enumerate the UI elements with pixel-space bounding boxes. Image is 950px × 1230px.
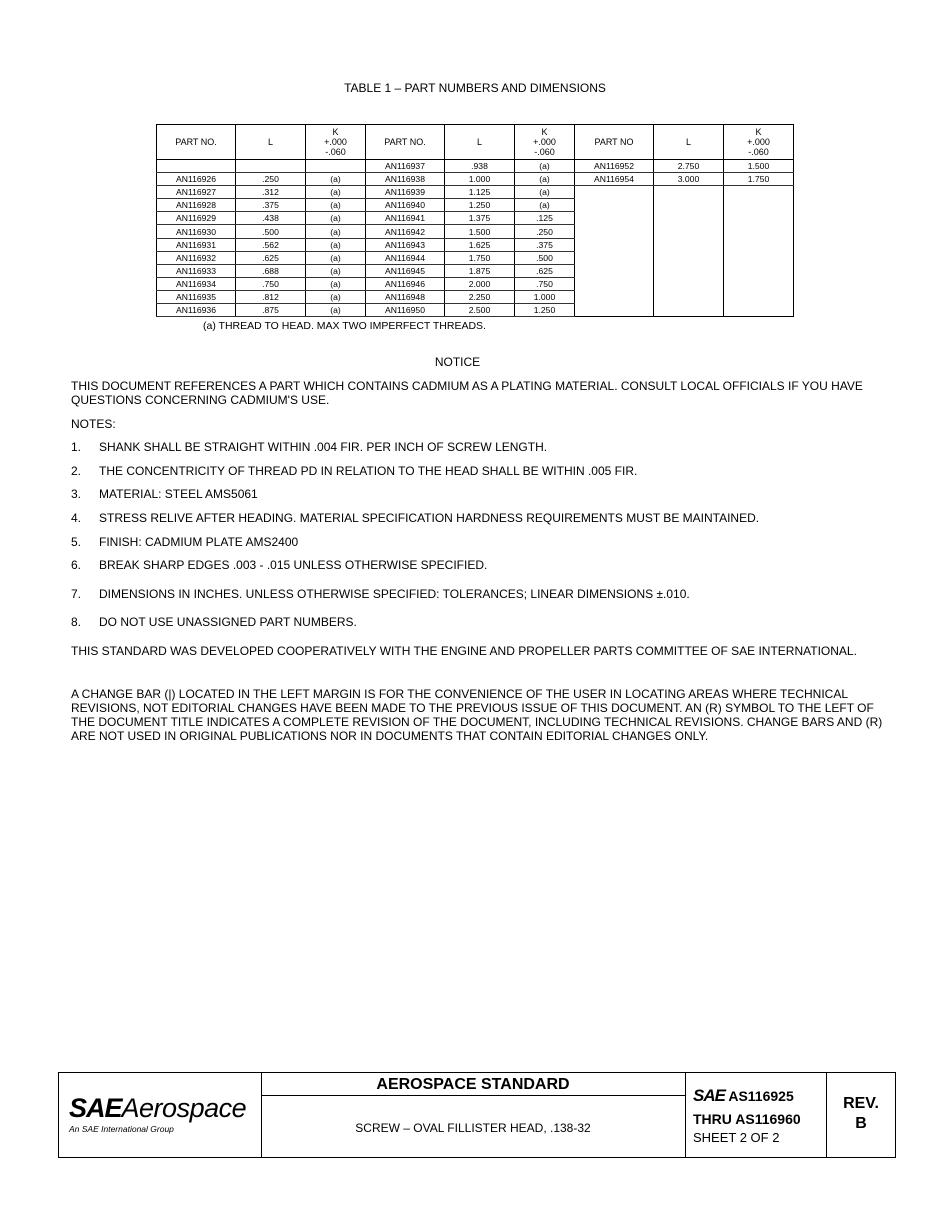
table-row bbox=[157, 199, 794, 212]
table-cell bbox=[654, 277, 724, 290]
table-cell bbox=[575, 186, 654, 199]
note-number: 8. bbox=[71, 615, 82, 629]
table-cell: 1.625 bbox=[445, 238, 515, 251]
note-text: STRESS RELIVE AFTER HEADING. MATERIAL SPECIFICATION HARDNESS REQUIREMENTS MUST BE MAINTAINED. bbox=[99, 511, 760, 525]
banner: AEROSPACE STANDARD bbox=[261, 1073, 685, 1096]
table-cell bbox=[654, 238, 724, 251]
sae-aerospace-logo bbox=[59, 1073, 262, 1157]
table-cell: 1.750 bbox=[445, 251, 515, 264]
note-number: 4. bbox=[71, 511, 82, 525]
table-cell: 1.500 bbox=[724, 160, 794, 173]
table-cell: AN116950 bbox=[366, 304, 445, 317]
document-title: SCREW – OVAL FILLISTER HEAD, .138-32 bbox=[355, 1121, 591, 1135]
table-cell: .938 bbox=[445, 160, 515, 173]
table-cell: (a) bbox=[306, 199, 366, 212]
rev-value: B bbox=[855, 1115, 867, 1132]
table-cell: (a) bbox=[306, 186, 366, 199]
note-text: DIMENSIONS IN INCHES. UNLESS OTHERWISE SPECIFIED: TOLERANCES; LINEAR DIMENSIONS ±.010. bbox=[99, 587, 690, 601]
table-cell: AN116954 bbox=[575, 173, 654, 186]
table-cell: .812 bbox=[236, 290, 306, 303]
change-bar-statement: A CHANGE BAR (|) LOCATED IN THE LEFT MARGIN IS FOR THE CONVENIENCE OF THE USER IN LOCATING AREAS WHERE TECHNICAL REVISIONS, NOT EDITORIAL CHANGES HAVE BEEN MADE TO THE PREVIOUS ISSUE OF THIS DOCUMENT. AN (R) SYMBOL TO THE LEFT OF THE DOCUMENT TITLE INDICATES A COMPLETE REVISION OF THE DOCUMENT, INCLUDING TECHNICAL REVISIONS. CHANGE BARS AND (R) ARE NOT USED IN ORIGINAL PUBLICATIONS NOR IN DOCUMENTS THAT CONTAIN EDITORIAL CHANGES ONLY. bbox=[71, 687, 883, 743]
table-cell: 1.500 bbox=[445, 225, 515, 238]
table-cell bbox=[654, 212, 724, 225]
table-cell bbox=[654, 186, 724, 199]
table-cell: AN116926 bbox=[157, 173, 236, 186]
table-header-row bbox=[157, 125, 794, 160]
table-cell bbox=[575, 290, 654, 303]
note-number: 6. bbox=[71, 558, 82, 572]
table-cell bbox=[654, 304, 724, 317]
table-cell: (a) bbox=[306, 212, 366, 225]
table-cell bbox=[724, 290, 794, 303]
table-cell: .625 bbox=[515, 264, 575, 277]
note-number: 3. bbox=[71, 487, 82, 501]
table-cell bbox=[724, 277, 794, 290]
table-cell bbox=[724, 199, 794, 212]
table-cell: AN116941 bbox=[366, 212, 445, 225]
table-cell: AN116946 bbox=[366, 277, 445, 290]
table-cell: 1.875 bbox=[445, 264, 515, 277]
table-cell bbox=[654, 290, 724, 303]
table-cell bbox=[575, 264, 654, 277]
table-cell: (a) bbox=[306, 251, 366, 264]
table-cell bbox=[575, 238, 654, 251]
table-cell: .750 bbox=[515, 277, 575, 290]
table-cell: (a) bbox=[306, 277, 366, 290]
table-cell: (a) bbox=[306, 225, 366, 238]
table-row bbox=[157, 160, 794, 173]
logo-tagline: An SAE International Group bbox=[69, 1124, 174, 1134]
table-cell: (a) bbox=[306, 290, 366, 303]
table-cell: (a) bbox=[515, 186, 575, 199]
table-cell bbox=[575, 304, 654, 317]
note-text: THE CONCENTRICITY OF THREAD PD IN RELATION TO THE HEAD SHALL BE WITHIN .005 FIR. bbox=[99, 464, 638, 478]
title-cell bbox=[261, 1073, 686, 1157]
table-cell: AN116934 bbox=[157, 277, 236, 290]
column-header: L bbox=[236, 125, 306, 160]
notice-heading: NOTICE bbox=[434, 355, 481, 369]
table-row bbox=[157, 212, 794, 225]
table-cell: .438 bbox=[236, 212, 306, 225]
table-cell: 1.250 bbox=[445, 199, 515, 212]
table-cell: AN116936 bbox=[157, 304, 236, 317]
table-cell: AN116944 bbox=[366, 251, 445, 264]
sheet-number: SHEET 2 OF 2 bbox=[693, 1130, 780, 1145]
table-cell: (a) bbox=[515, 160, 575, 173]
table-cell bbox=[654, 199, 724, 212]
table-cell: .750 bbox=[236, 277, 306, 290]
table-cell: AN116943 bbox=[366, 238, 445, 251]
table-cell: .500 bbox=[236, 225, 306, 238]
column-header: PART NO. bbox=[366, 125, 445, 160]
note-number: 7. bbox=[71, 587, 82, 601]
table-row bbox=[157, 238, 794, 251]
table-cell: .688 bbox=[236, 264, 306, 277]
table-cell: (a) bbox=[306, 304, 366, 317]
table-cell: .250 bbox=[515, 225, 575, 238]
table-cell: 2.250 bbox=[445, 290, 515, 303]
notes-heading: NOTES: bbox=[71, 417, 116, 431]
table-cell: 2.500 bbox=[445, 304, 515, 317]
table-row bbox=[157, 251, 794, 264]
column-header: K +.000 -.060 bbox=[306, 125, 366, 160]
logo-sae: SAE bbox=[69, 1093, 122, 1123]
column-header: L bbox=[654, 125, 724, 160]
table-cell: .562 bbox=[236, 238, 306, 251]
table-cell bbox=[575, 251, 654, 264]
table-cell bbox=[575, 277, 654, 290]
table-cell bbox=[575, 212, 654, 225]
table-cell: AN116948 bbox=[366, 290, 445, 303]
table-cell bbox=[654, 264, 724, 277]
table-cell: 2.750 bbox=[654, 160, 724, 173]
table-cell bbox=[575, 225, 654, 238]
table-cell: AN116952 bbox=[575, 160, 654, 173]
revision-cell bbox=[826, 1073, 896, 1157]
table-cell: AN116931 bbox=[157, 238, 236, 251]
table-cell: AN116938 bbox=[366, 173, 445, 186]
table-cell: .625 bbox=[236, 251, 306, 264]
column-header: K +.000 -.060 bbox=[515, 125, 575, 160]
notice-text: THIS DOCUMENT REFERENCES A PART WHICH CONTAINS CADMIUM AS A PLATING MATERIAL. CONSULT LOCAL OFFICIALS IF YOU HAVE QUESTIONS CONCERNING CADMIUM'S USE. bbox=[71, 379, 863, 407]
table-row bbox=[157, 225, 794, 238]
table-cell: AN116940 bbox=[366, 199, 445, 212]
table-cell: .875 bbox=[236, 304, 306, 317]
table-cell: 2.000 bbox=[445, 277, 515, 290]
table-cell: (a) bbox=[306, 264, 366, 277]
table-cell: AN116935 bbox=[157, 290, 236, 303]
note-number: 5. bbox=[71, 535, 82, 549]
table-cell: .375 bbox=[236, 199, 306, 212]
table-cell: 1.000 bbox=[515, 290, 575, 303]
note-text: FINISH: CADMIUM PLATE AMS2400 bbox=[99, 535, 299, 549]
table-cell: 3.000 bbox=[654, 173, 724, 186]
table-cell bbox=[306, 160, 366, 173]
table-footnote: (a) THREAD TO HEAD. MAX TWO IMPERFECT THREADS. bbox=[203, 320, 486, 332]
table-cell: .250 bbox=[236, 173, 306, 186]
table-cell: 1.375 bbox=[445, 212, 515, 225]
table-row bbox=[157, 304, 794, 317]
table-cell: AN116942 bbox=[366, 225, 445, 238]
doc-range: THRU AS116960 bbox=[693, 1111, 801, 1127]
table-cell bbox=[157, 160, 236, 173]
parts-table bbox=[156, 124, 794, 317]
table-cell bbox=[724, 225, 794, 238]
note-text: MATERIAL: STEEL AMS5061 bbox=[99, 487, 258, 501]
table-cell bbox=[724, 304, 794, 317]
table-cell bbox=[724, 251, 794, 264]
table-cell: AN116933 bbox=[157, 264, 236, 277]
table-cell bbox=[236, 160, 306, 173]
table-cell: AN116937 bbox=[366, 160, 445, 173]
table-cell: 1.000 bbox=[445, 173, 515, 186]
table-cell: AN116929 bbox=[157, 212, 236, 225]
column-header: L bbox=[445, 125, 515, 160]
table-cell bbox=[654, 251, 724, 264]
table-cell: .312 bbox=[236, 186, 306, 199]
note-text: DO NOT USE UNASSIGNED PART NUMBERS. bbox=[99, 615, 357, 629]
table-cell: (a) bbox=[515, 173, 575, 186]
table-cell: (a) bbox=[306, 173, 366, 186]
table-cell: 1.250 bbox=[515, 304, 575, 317]
table-cell bbox=[724, 186, 794, 199]
table-cell bbox=[724, 212, 794, 225]
table-row bbox=[157, 290, 794, 303]
table-cell bbox=[654, 225, 724, 238]
table-cell: (a) bbox=[515, 199, 575, 212]
table-row bbox=[157, 186, 794, 199]
table-cell: AN116945 bbox=[366, 264, 445, 277]
table-body bbox=[157, 160, 794, 317]
table-cell: AN116932 bbox=[157, 251, 236, 264]
table-cell: AN116928 bbox=[157, 199, 236, 212]
logo-word: Aerospace bbox=[121, 1093, 247, 1123]
table-cell: .375 bbox=[515, 238, 575, 251]
table-cell: (a) bbox=[306, 238, 366, 251]
table-cell: 1.750 bbox=[724, 173, 794, 186]
table-title: TABLE 1 – PART NUMBERS AND DIMENSIONS bbox=[344, 81, 606, 95]
table-cell: .125 bbox=[515, 212, 575, 225]
table-cell: 1.125 bbox=[445, 186, 515, 199]
doc-sae-logo: SAE bbox=[693, 1086, 725, 1105]
table-row bbox=[157, 264, 794, 277]
table-cell bbox=[575, 199, 654, 212]
note-number: 1. bbox=[71, 440, 82, 454]
note-text: BREAK SHARP EDGES .003 - .015 UNLESS OTHERWISE SPECIFIED. bbox=[99, 558, 488, 572]
doc-number: AS116925 bbox=[728, 1088, 794, 1104]
table-cell: AN116930 bbox=[157, 225, 236, 238]
document-number-cell bbox=[685, 1073, 827, 1157]
column-header: PART NO. bbox=[157, 125, 236, 160]
table-cell bbox=[724, 264, 794, 277]
title-block bbox=[58, 1072, 896, 1158]
note-number: 2. bbox=[71, 464, 82, 478]
table-row bbox=[157, 173, 794, 186]
table-cell bbox=[724, 238, 794, 251]
table-row bbox=[157, 277, 794, 290]
table-cell: AN116927 bbox=[157, 186, 236, 199]
column-header: K +.000 -.060 bbox=[724, 125, 794, 160]
note-text: SHANK SHALL BE STRAIGHT WITHIN .004 FIR. PER INCH OF SCREW LENGTH. bbox=[99, 440, 548, 454]
table-cell: AN116939 bbox=[366, 186, 445, 199]
table-cell: .500 bbox=[515, 251, 575, 264]
rev-label: REV. bbox=[843, 1095, 879, 1112]
standard-statement: THIS STANDARD WAS DEVELOPED COOPERATIVELY WITH THE ENGINE AND PROPELLER PARTS COMMITTEE OF SAE INTERNATIONAL. bbox=[71, 644, 857, 658]
column-header: PART NO bbox=[575, 125, 654, 160]
